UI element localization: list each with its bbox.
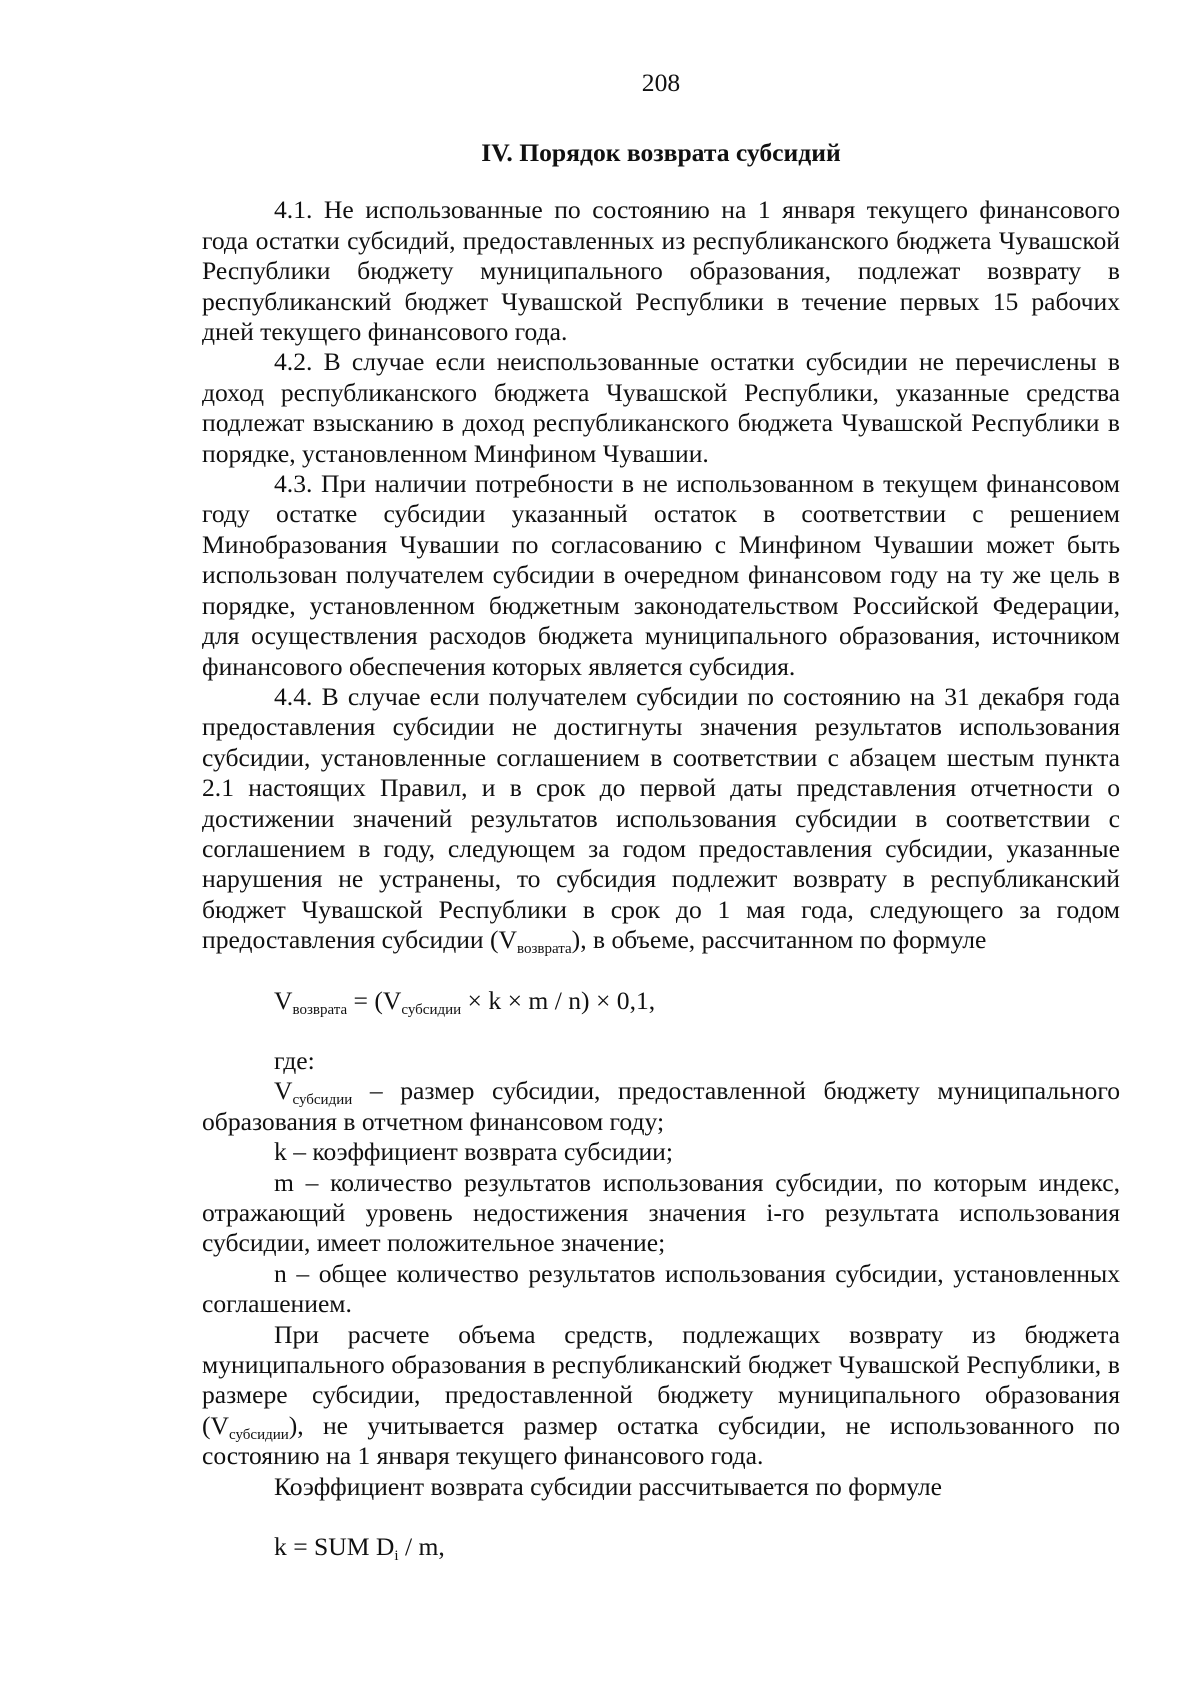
formula-lhs-subscript: возврата	[292, 1001, 348, 1018]
formula-mid-subscript: субсидии	[401, 1001, 462, 1018]
formula2-subscript: i	[394, 1548, 399, 1565]
definition-v-subscript: субсидии	[292, 1092, 353, 1109]
paragraph-4-4-end: ), в объеме, рассчитанном по формуле	[571, 925, 987, 955]
formula-rhs: × k × m / n) × 0,1,	[461, 985, 656, 1015]
formula-refund-volume	[202, 986, 1120, 1016]
definition-n: n – общее количество результатов использования субсидии, установленных соглашением.	[202, 1258, 1120, 1319]
definition-m: m – количество результатов использования субсидии, по которым индекс, отражающий уровень недостижения значения i-го результата использования субсидии, имеет положительное значение;	[202, 1167, 1120, 1258]
paragraph-4-4-subscript: возврата	[517, 941, 572, 958]
calc-note-end: ), не учитывается размер остатка субсидии, не использованного по состоянию на 1 января текущего финансового года.	[202, 1410, 1120, 1471]
page-number: 208	[641, 68, 681, 97]
where-label: где:	[274, 1045, 315, 1075]
formula2-start: k = SUM D	[274, 1532, 395, 1562]
definition-v-subsidy	[202, 1076, 1120, 1137]
paragraph-calc-note	[202, 1320, 1120, 1472]
formula-lhs: V	[274, 985, 293, 1015]
paragraph-coef-intro: Коэффициент возврата субсидии рассчитывается по формуле	[274, 1471, 942, 1501]
definition-v-symbol: V	[274, 1076, 293, 1106]
calc-note-start: При расчете объема средств, подлежащих возврату из бюджета муниципального образования в республиканский бюджет Чувашской Республики, в размере субсидии, предоставленной бюджету муниципального образования (V	[202, 1319, 1120, 1440]
paragraph-4-1: 4.1. Не использованные по состоянию на 1 января текущего финансового года остатки субсидий, предоставленных из республиканского бюджета Чувашской Республики бюджету муниципального образования, подлежат возврату в республиканский бюджет Чувашской Республики в течение первых 15 рабочих дней текущего финансового года.	[202, 195, 1120, 347]
definition-k: k – коэффициент возврата субсидии;	[274, 1137, 673, 1167]
formula-coefficient	[202, 1532, 1120, 1565]
paragraph-4-2: 4.2. В случае если неиспользованные остатки субсидии не перечислены в доход республиканского бюджета Чувашской Республики, указанные средства подлежат взысканию в доход республиканского бюджета Чувашской Республики в порядке, установленном Минфином Чувашии.	[202, 347, 1120, 468]
definition-v-text: – размер субсидии, предоставленной бюджету муниципального образования в отчетном финансовом году;	[202, 1076, 1120, 1136]
paragraph-4-4-text: 4.4. В случае если получателем субсидии по состоянию на 31 декабря года предоставления субсидии не достигнуты значения результатов использования субсидии, установленные соглашением в соответствии с абзацем шестым пункта 2.1 настоящих Правил, и в срок до первой даты представления отчетности о достижении значений результатов использования субсидии в соответствии с соглашением в году, следующем за годом предоставления субсидии, указанные нарушения не устранены, то субсидия подлежит возврату в республиканский бюджет Чувашской Республики в срок до 1 мая года, следующего за годом предоставления субсидии (V	[202, 681, 1120, 955]
formula2-end: / m,	[398, 1532, 445, 1562]
formula-mid: = (V	[347, 985, 402, 1015]
section-title: IV. Порядок возврата субсидий	[481, 138, 841, 167]
document-page	[202, 68, 1120, 1592]
paragraph-4-4	[202, 682, 1120, 956]
paragraph-4-3: 4.3. При наличии потребности в не использованном в текущем финансовом году остатке субсидии указанный остаток в соответствии с решением Минобразования Чувашии по согласованию с Минфином Чувашии может быть использован получателем субсидии в очередном финансовом году на ту же цель в порядке, установленном бюджетным законодательством Российской Федерации, для осуществления расходов бюджета муниципального образования, источником финансового обеспечения которых является субсидия.	[202, 469, 1120, 681]
calc-note-subscript: субсидии	[229, 1426, 289, 1443]
